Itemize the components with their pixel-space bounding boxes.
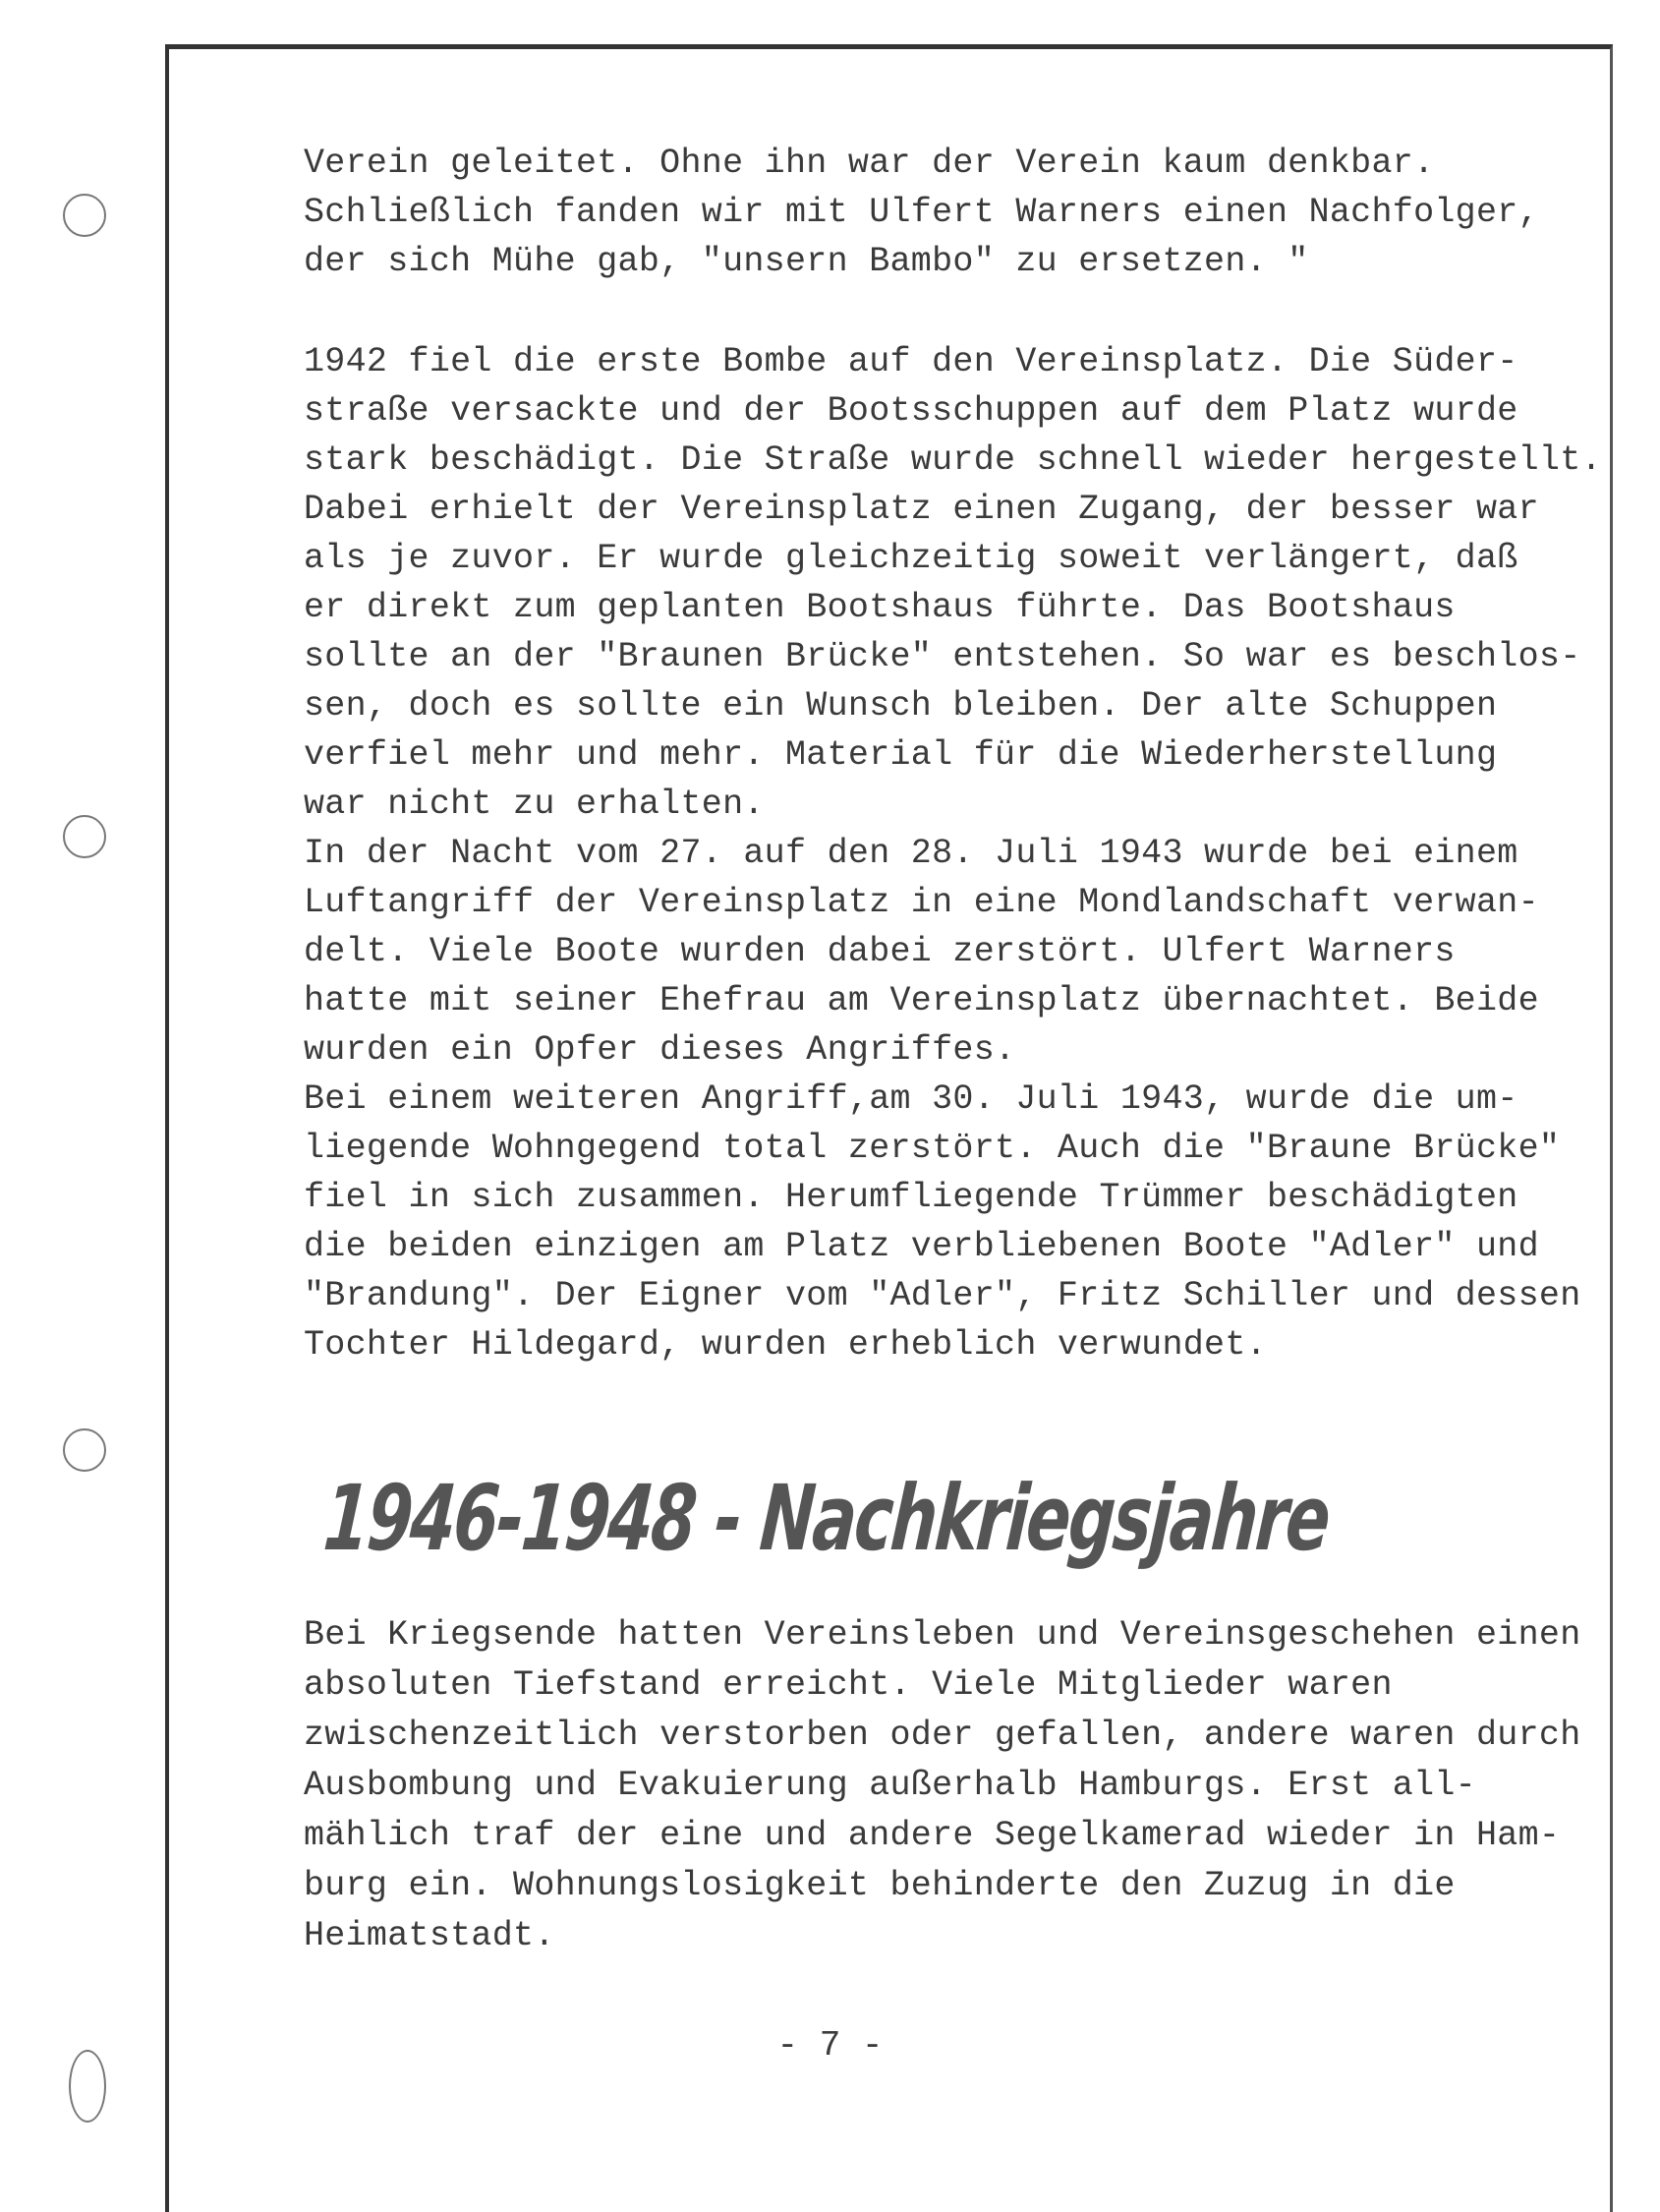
text-line: Tochter Hildegard, wurden erheblich verwundet. xyxy=(304,1325,1267,1365)
text-line: Dabei erhielt der Vereinsplatz einen Zugang, der besser war xyxy=(304,490,1539,529)
text-line: war nicht zu erhalten. xyxy=(304,785,765,824)
text-line: straße versackte und der Bootsschuppen auf dem Platz wurde xyxy=(304,391,1518,431)
page-number: - 7 - xyxy=(776,2025,884,2066)
text-line: Luftangriff der Vereinsplatz in eine Mondlandschaft verwan- xyxy=(304,883,1539,922)
text-line: Heimatstadt. xyxy=(304,1916,555,1955)
text-line: er direkt zum geplanten Bootshaus führte. Das Bootshaus xyxy=(304,588,1456,627)
text-line: wurden ein Opfer dieses Angriffes. xyxy=(304,1030,1016,1070)
section-heading: 1946-1948 - Nachkriegsjahre xyxy=(319,1466,1333,1571)
text-line: hatte mit seiner Ehefrau am Vereinsplatz übernachtet. Beide xyxy=(304,981,1539,1020)
text-line: zwischenzeitlich verstorben oder gefallen, andere waren durch xyxy=(304,1716,1581,1755)
text-line: verfiel mehr und mehr. Material für die Wiederherstellung xyxy=(304,735,1498,775)
text-line: der sich Mühe gab, "unsern Bambo" zu ersetzen. " xyxy=(304,242,1309,281)
text-line: stark beschädigt. Die Straße wurde schnell wieder hergestellt. xyxy=(304,440,1602,480)
punch-hole xyxy=(63,194,106,237)
punch-hole xyxy=(63,815,106,858)
text-line: delt. Viele Boote wurden dabei zerstört. Ulfert Warners xyxy=(304,932,1456,971)
text-line: Bei Kriegsende hatten Vereinsleben und Vereinsgeschehen einen xyxy=(304,1615,1581,1655)
text-line: In der Nacht vom 27. auf den 28. Juli 1943 wurde bei einem xyxy=(304,834,1518,873)
text-line: mählich traf der eine und andere Segelkamerad wieder in Ham- xyxy=(304,1816,1561,1855)
text-line: als je zuvor. Er wurde gleichzeitig soweit verlängert, daß xyxy=(304,539,1518,578)
text-line: Ausbombung und Evakuierung außerhalb Hamburgs. Erst all- xyxy=(304,1766,1476,1805)
text-line: Bei einem weiteren Angriff,am 30. Juli 1943, wurde die um- xyxy=(304,1079,1518,1119)
text-line: "Brandung". Der Eigner vom "Adler", Fritz Schiller und dessen xyxy=(304,1276,1581,1315)
text-line: fiel in sich zusammen. Herumfliegende Trümmer beschädigten xyxy=(304,1178,1518,1217)
text-line: absoluten Tiefstand erreicht. Viele Mitglieder waren xyxy=(304,1665,1393,1705)
text-line: Schließlich fanden wir mit Ulfert Warners einen Nachfolger, xyxy=(304,193,1539,232)
paragraph-war-years xyxy=(304,337,1602,1369)
text-line: Verein geleitet. Ohne ihn war der Verein kaum denkbar. xyxy=(304,144,1435,183)
punch-hole xyxy=(63,1428,106,1472)
text-line: burg ein. Wohnungslosigkeit behinderte den Zuzug in die xyxy=(304,1866,1456,1905)
text-line: sen, doch es sollte ein Wunsch bleiben. Der alte Schuppen xyxy=(304,686,1498,726)
paragraph-postwar xyxy=(304,1610,1581,1961)
text-line: die beiden einzigen am Platz verbliebenen Boote "Adler" und xyxy=(304,1227,1539,1266)
paragraph-bambo xyxy=(304,139,1539,286)
text-line: 1942 fiel die erste Bombe auf den Vereinsplatz. Die Süder- xyxy=(304,342,1518,381)
text-line: sollte an der "Braunen Brücke" entstehen. So war es beschlos- xyxy=(304,637,1581,676)
text-line: liegende Wohngegend total zerstört. Auch die "Braune Brücke" xyxy=(304,1129,1561,1168)
